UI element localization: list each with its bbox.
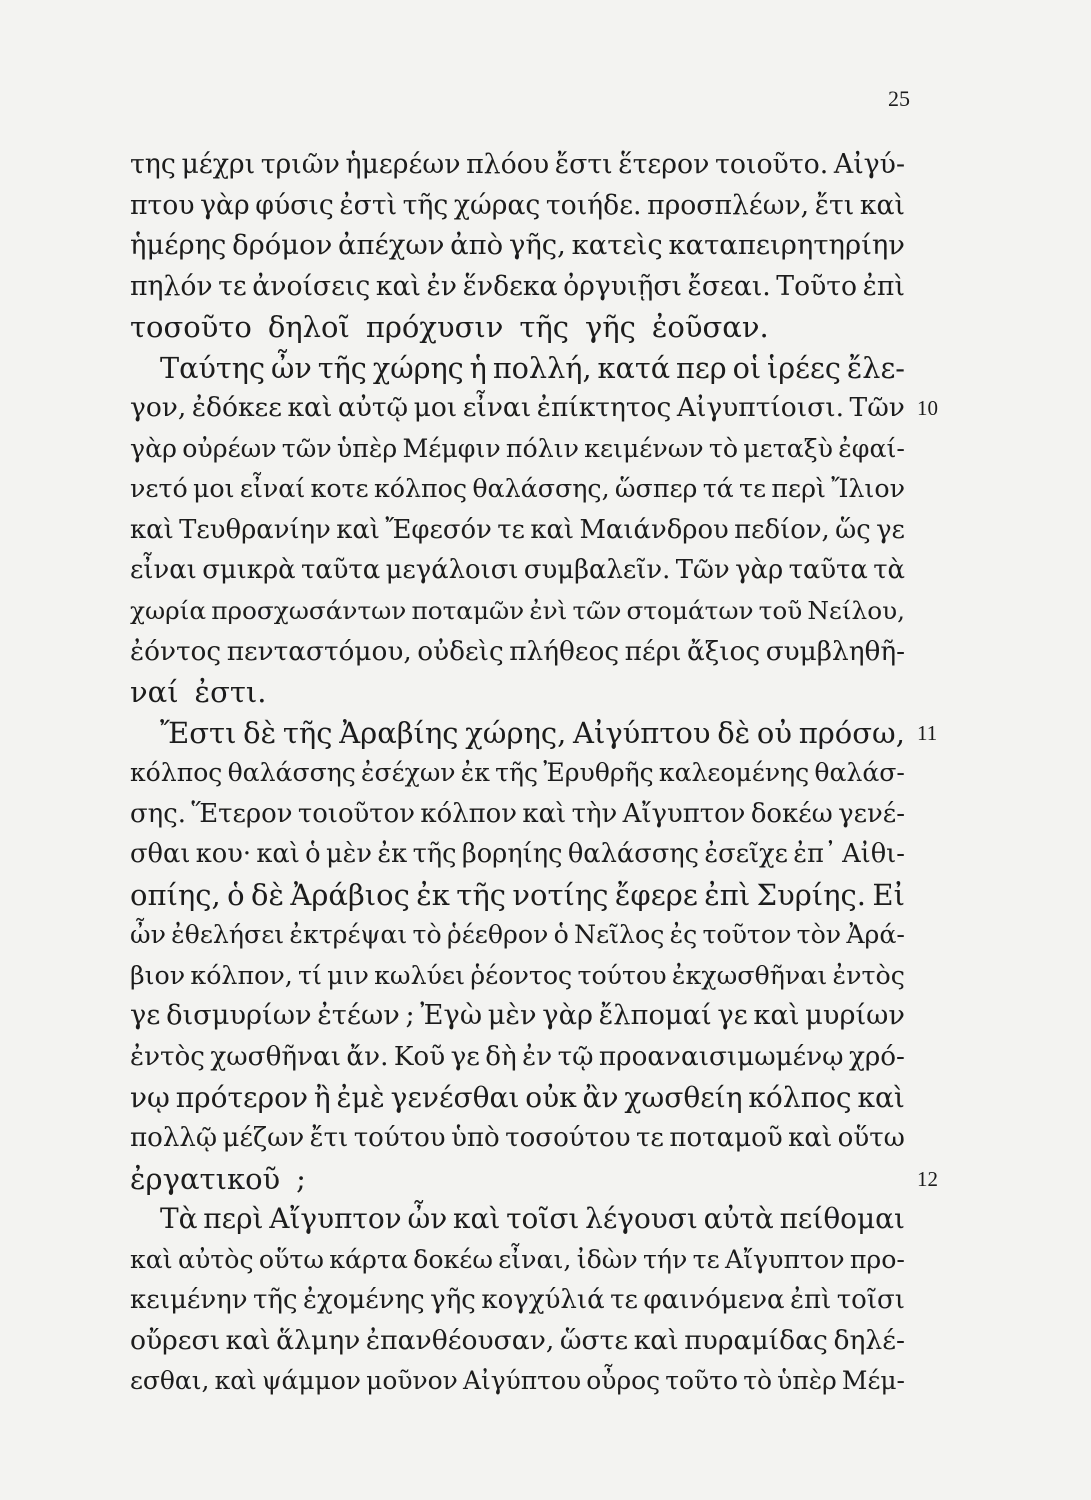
page-number: 25 (888, 86, 910, 111)
text-line: νῳ πρότερον ἢ ἐμὲ γενέσθαι οὐκ ἂν χωσθείη κόλπος καὶ (130, 1080, 905, 1114)
section-number: 10 (917, 396, 938, 421)
text-line: κειμένην τῆς ἐχομένης γῆς κογχύλιά τε φαινόμενα ἐπὶ τοῖσι (130, 1285, 905, 1316)
text-line: της μέχρι τριῶν ἡμερέων πλόου ἔστι ἕτερον τοιοῦτο. Αἰγύ- (130, 149, 905, 180)
text-line: πολλῷ μέζων ἔτι τούτου ὑπὸ τοσούτου τε ποταμοῦ καὶ οὕτω (130, 1123, 905, 1154)
text-line: Ἔστι δὲ τῆς Ἀραβίης χώρης, Αἰγύπτου δὲ οὐ πρόσω, (160, 715, 905, 750)
text-line: ὦν ἐθελήσει ἐκτρέψαι τὸ ῥέεθρον ὁ Νεῖλος ἐς τοῦτον τὸν Ἀρά- (130, 920, 905, 950)
text-line: εσθαι, καὶ ψάμμον μοῦνον Αἰγύπτου οὖρος τοῦτο τὸ ὑπὲρ Μέμ- (130, 1366, 905, 1396)
text-line: γὰρ οὐρέων τῶν ὑπὲρ Μέμφιν πόλιν κειμένων τὸ μεταξὺ ἐφαί- (130, 433, 905, 463)
text-line: καὶ αὐτὸς οὕτω κάρτα δοκέω εἶναι, ἰδὼν τήν τε Αἴγυπτον προ- (130, 1244, 905, 1274)
text-line: πηλόν τε ἀνοίσεις καὶ ἐν ἕνδεκα ὀργυιῇσι ἔσεαι. Τοῦτο ἐπὶ (130, 270, 905, 302)
text-line: Ταύτης ὦν τῆς χώρης ἡ πολλή, κατά περ οἱ ἱρέες ἔλε- (160, 350, 905, 385)
text-line: καὶ Τευθρανίην καὶ Ἔφεσόν τε καὶ Μαιάνδρου πεδίον, ὥς γε (130, 514, 905, 545)
text-line: νετό μοι εἶναί κοτε κόλπος θαλάσσης, ὥσπερ τά τε περὶ Ἴλιον (130, 474, 905, 504)
text-line: σης. Ἕτερον τοιοῦτον κόλπον καὶ τὴν Αἴγυπτον δοκέω γενέ- (130, 798, 905, 829)
text-line: εἶναι σμικρὰ ταῦτα μεγάλοισι συμβαλεῖν. Τῶν γὰρ ταῦτα τὰ (130, 555, 905, 586)
text-line: ἐργατικοῦ ; (130, 1161, 306, 1196)
text-line: τοσοῦτο δηλοῖ πρόχυσιν τῆς γῆς ἐοῦσαν. (130, 310, 769, 345)
text-line: βιον κόλπον, τί μιν κωλύει ῥέοντος τούτου ἐκχωσθῆναι ἐντὸς (130, 960, 905, 990)
text-line: κόλπος θαλάσσης ἐσέχων ἐκ τῆς Ἐρυθρῆς καλεομένης θαλάσ- (130, 758, 905, 788)
text-line: γε δισμυρίων ἐτέων ; Ἐγὼ μὲν γὰρ ἔλπομαί γε καὶ μυρίων (130, 1000, 905, 1032)
body-text (130, 145, 905, 1402)
text-line: γον, ἐδόκεε καὶ αὐτῷ μοι εἶναι ἐπίκτητος Αἰγυπτίοισι. Τῶν (130, 392, 905, 424)
section-number: 12 (917, 1166, 938, 1191)
text-line: Τὰ περὶ Αἴγυπτον ὦν καὶ τοῖσι λέγουσι αὐτὰ πείθομαι (160, 1202, 905, 1236)
text-line: ναί ἐστι. (130, 675, 267, 710)
section-number: 11 (917, 720, 938, 745)
text-line: ἐόντος πενταστόμου, οὐδεὶς πλήθεος πέρι ἄξιος συμβληθῆ- (130, 636, 905, 667)
text-line: πτου γὰρ φύσις ἐστὶ τῆς χώρας τοιήδε. προσπλέων, ἔτι καὶ (130, 189, 905, 221)
text-line: ἡμέρης δρόμον ἀπέχων ἀπὸ γῆς, κατεὶς καταπειρητηρίην (130, 230, 905, 262)
text-line: σθαι κου· καὶ ὁ μὲν ἐκ τῆς βορηίης θαλάσσης ἐσεῖχε ἐπ᾽ Αἰθι- (130, 839, 905, 870)
text-line: οὔρεσι καὶ ἅλμην ἐπανθέουσαν, ὥστε καὶ πυραμίδας δηλέ- (130, 1324, 905, 1356)
text-line: χωρία προσχωσάντων ποταμῶν ἐνὶ τῶν στομάτων τοῦ Νείλου, (130, 596, 905, 626)
text-line: οπίης, ὁ δὲ Ἀράβιος ἐκ τῆς νοτίης ἔφερε ἐπὶ Συρίης. Εἰ (130, 877, 905, 912)
text-line: ἐντὸς χωσθῆναι ἄν. Κοῦ γε δὴ ἐν τῷ προαναισιμωμένῳ χρό- (130, 1042, 905, 1073)
